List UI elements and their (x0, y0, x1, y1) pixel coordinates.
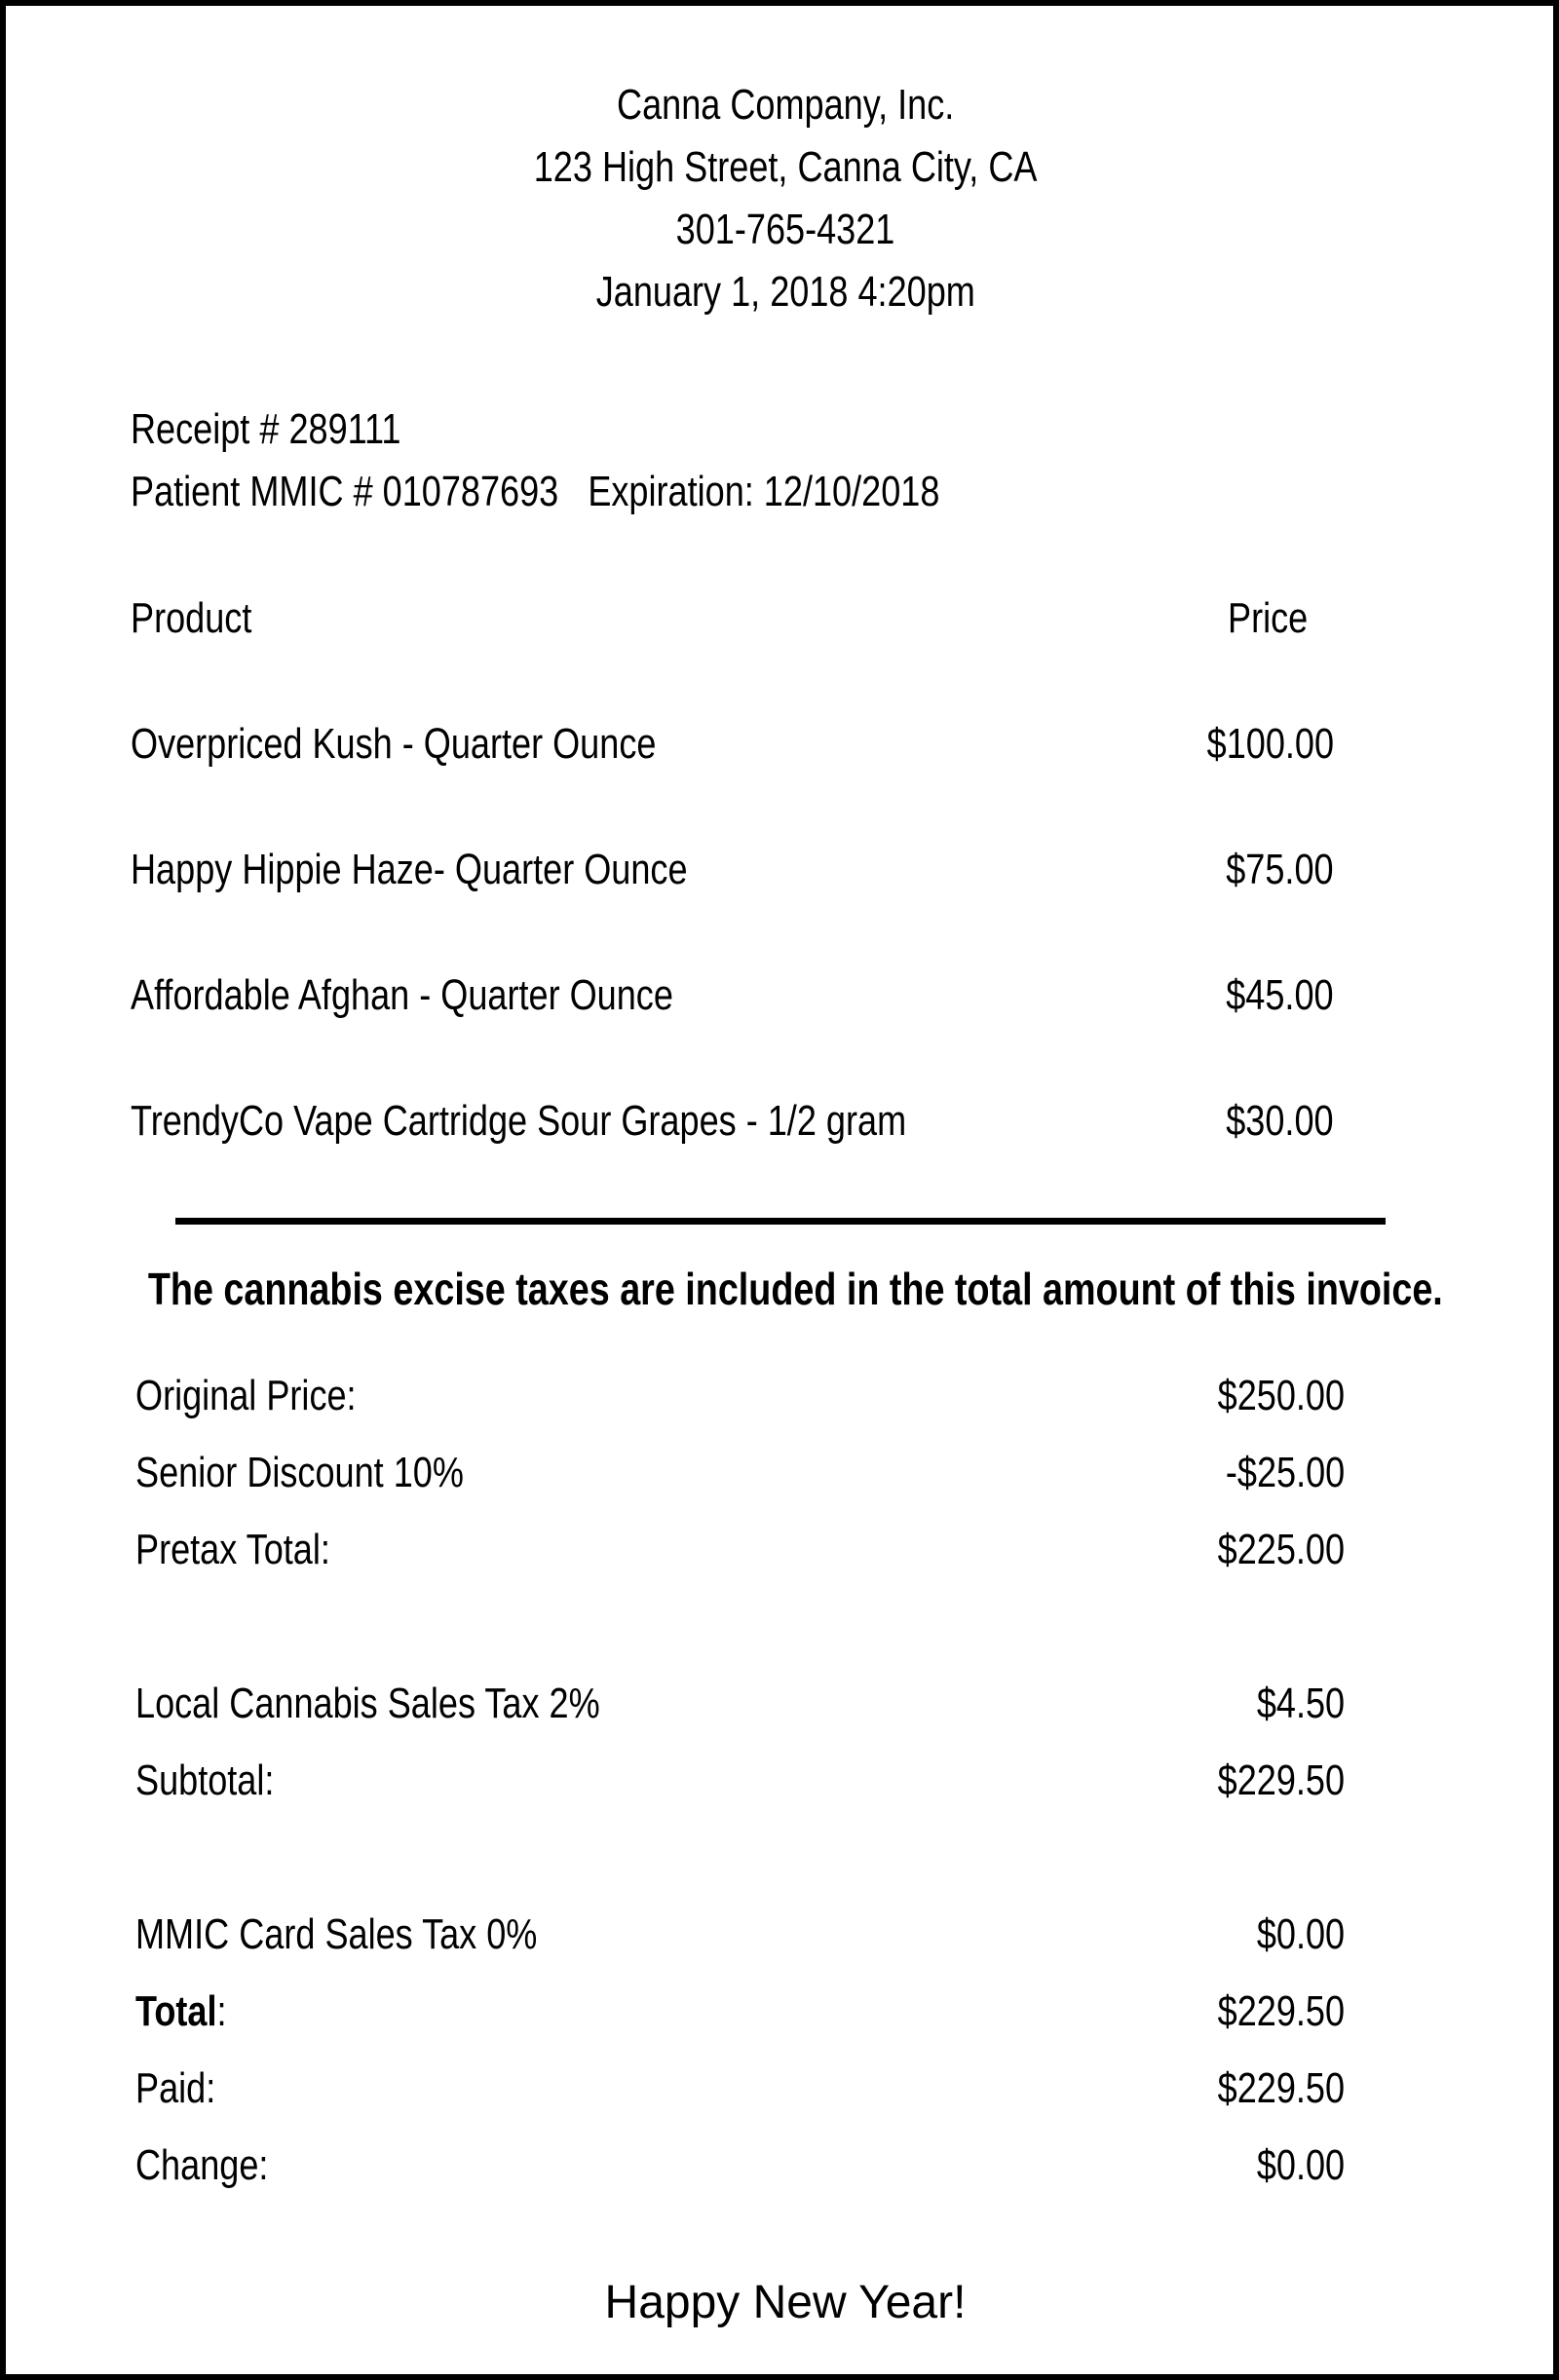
senior-discount-value: -$25.00 (1225, 1449, 1345, 1496)
company-name: Canna Company, Inc. (616, 81, 955, 129)
divider-line (175, 1218, 1386, 1225)
line-item-name: Affordable Afghan - Quarter Ounce (131, 971, 673, 1019)
product-column-header: Product (131, 594, 252, 642)
line-item-price: $45.00 (1226, 971, 1334, 1019)
local-tax-value: $4.50 (1256, 1680, 1345, 1727)
line-item-name: Happy Hippie Haze- Quarter Ounce (131, 846, 688, 893)
total-label-text: Total (135, 1987, 217, 2035)
line-item-price: $30.00 (1226, 1097, 1334, 1145)
senior-discount-label: Senior Discount 10% (135, 1449, 464, 1496)
original-price-value: $250.00 (1217, 1372, 1345, 1419)
pretax-total-value: $225.00 (1217, 1526, 1345, 1573)
original-price-label: Original Price: (135, 1372, 357, 1419)
receipt-number: Receipt # 289111 (131, 405, 401, 453)
total-value: $229.50 (1217, 1987, 1345, 2035)
pretax-total-label: Pretax Total: (135, 1526, 330, 1573)
mmic-tax-label: MMIC Card Sales Tax 0% (135, 1910, 538, 1958)
change-label: Change: (135, 2141, 269, 2189)
total-label-colon: : (216, 1987, 227, 2035)
paid-value: $229.50 (1217, 2064, 1345, 2112)
subtotal-label: Subtotal: (135, 1757, 275, 1804)
patient-mmic-line: Patient MMIC # 010787693 Expiration: 12/10/2018 (131, 468, 940, 515)
company-phone: 301-765-4321 (675, 206, 895, 253)
line-item-name: Overpriced Kush - Quarter Ounce (131, 720, 657, 768)
total-label (135, 1987, 247, 2036)
company-address: 123 High Street, Canna City, CA (533, 143, 1038, 191)
paid-label: Paid: (135, 2064, 216, 2112)
receipt-datetime: January 1, 2018 4:20pm (595, 268, 975, 316)
line-item-name: TrendyCo Vape Cartridge Sour Grapes - 1/2 gram (131, 1097, 907, 1145)
footer-greeting: Happy New Year! (604, 2277, 967, 2328)
local-tax-label: Local Cannabis Sales Tax 2% (135, 1680, 600, 1727)
price-column-header: Price (1228, 594, 1309, 642)
line-item-price: $100.00 (1206, 720, 1334, 768)
excise-tax-note: The cannabis excise taxes are included in the total amount of this invoice. (147, 1264, 1443, 1314)
line-item-price: $75.00 (1226, 846, 1334, 893)
subtotal-value: $229.50 (1217, 1757, 1345, 1804)
change-value: $0.00 (1256, 2141, 1345, 2189)
mmic-tax-value: $0.00 (1256, 1910, 1345, 1958)
